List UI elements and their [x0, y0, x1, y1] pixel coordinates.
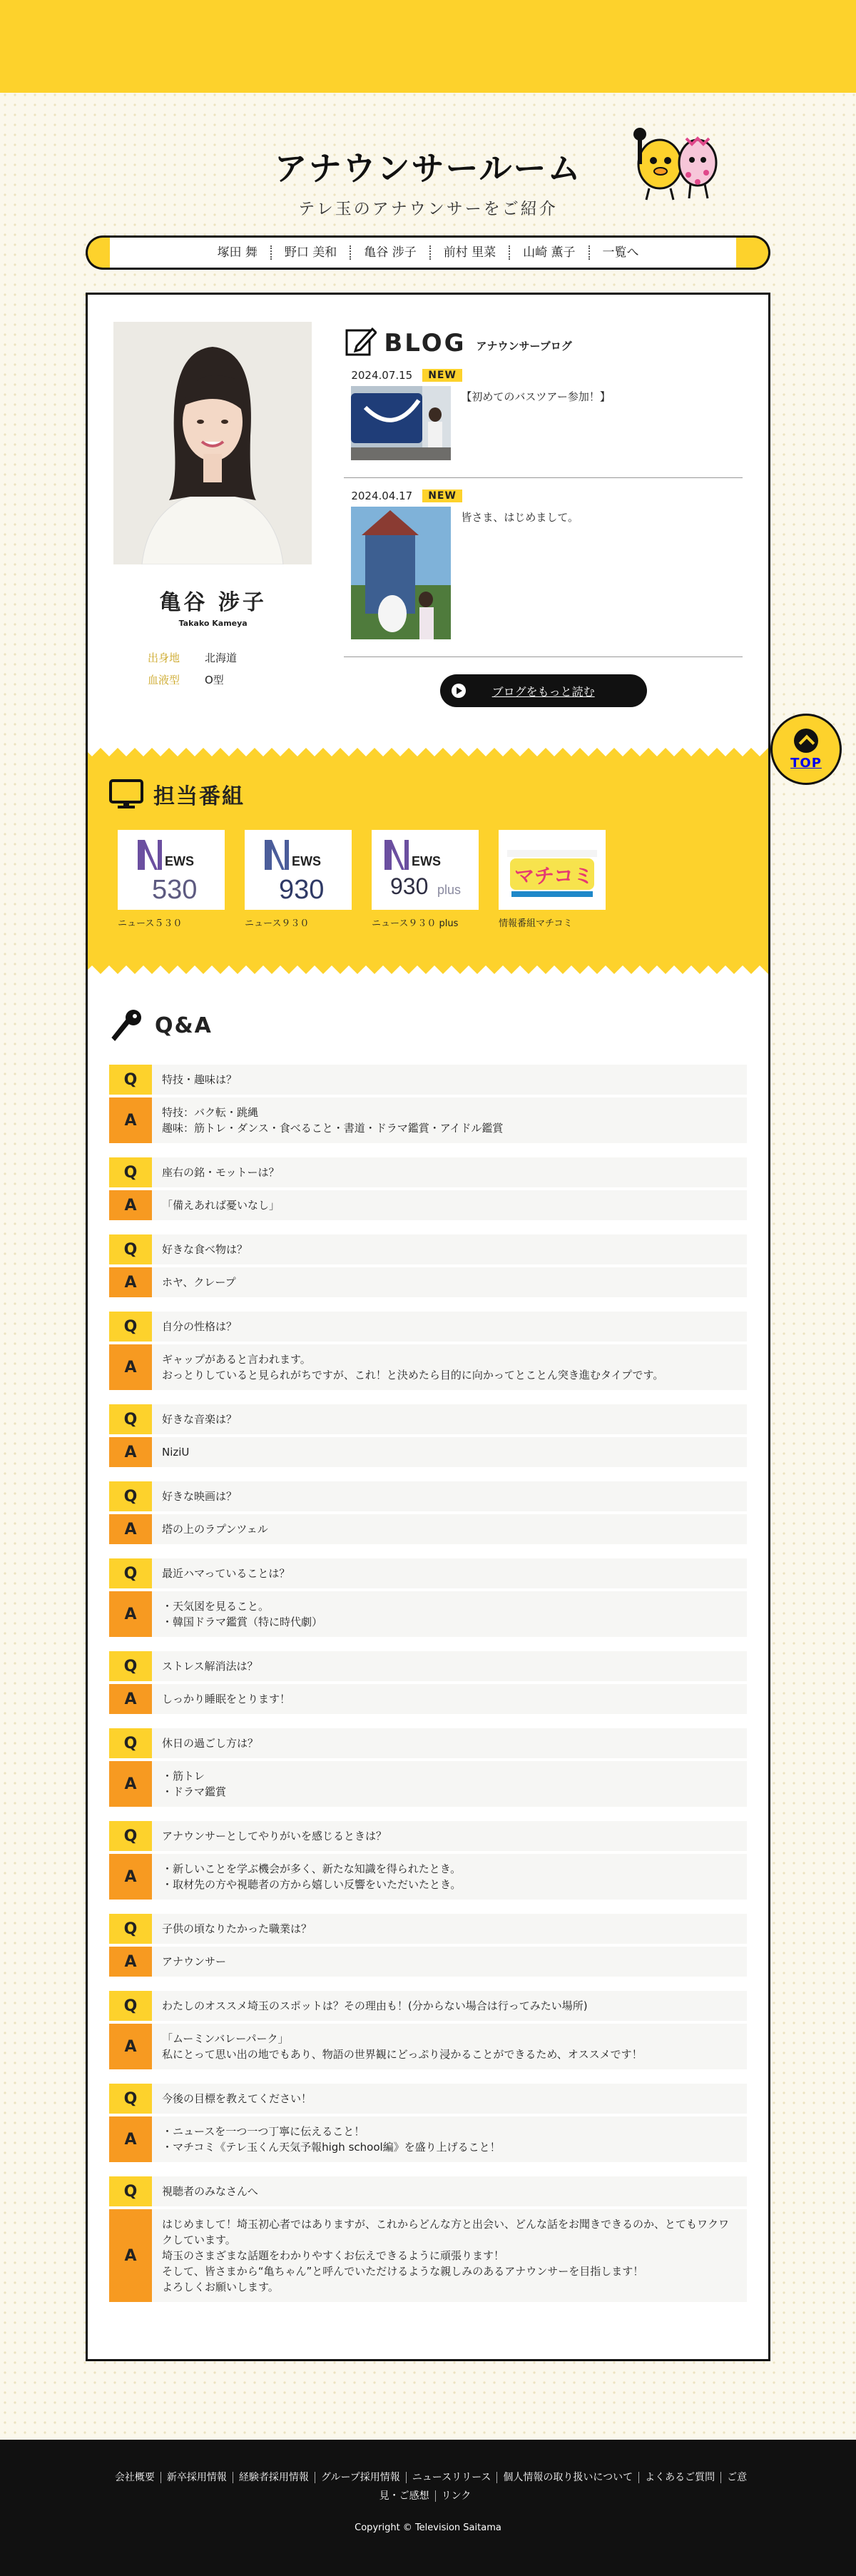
- svg-text:plus: plus: [437, 883, 462, 897]
- answer-text: はじめまして！埼玉初心者ではありますが、これからどんな方と出会い、どんな話をお聞きできるのか、とてもワクワクしています。 埼玉のさまざまな話題をわかりやすくお伝えできるように頑張ります！ そして、皆さまから“亀ちゃん”と呼んでいただけるような親しみのあるアナウンサーを目指します！ よろしくお願いします。: [162, 2218, 730, 2293]
- answer-row: [109, 1854, 747, 1900]
- mascot-illustration: [628, 121, 724, 203]
- answer-badge: A: [109, 1684, 152, 1714]
- question-badge: Q: [109, 1312, 152, 1342]
- answer-row: [109, 2209, 747, 2302]
- question-row: [109, 2084, 747, 2114]
- nav-item-noguchi[interactable]: 野口 美和: [270, 245, 350, 260]
- answer-row: [109, 1190, 747, 1220]
- answer-text: 特技：バク転・跳縄 趣味：筋トレ・ダンス・食べること・書道・ドラマ鑑賞・アイドル鑑賞: [162, 1106, 504, 1135]
- answer-text: ・筋トレ ・ドラマ鑑賞: [162, 1770, 227, 1798]
- answer-row: [109, 1437, 747, 1467]
- nav-item-maemura[interactable]: 前村 里菜: [429, 245, 509, 260]
- question-text: 好きな映画は？: [162, 1490, 238, 1503]
- news930-logo[interactable]: [245, 830, 352, 910]
- question-badge: Q: [109, 1651, 152, 1681]
- program-item[interactable]: [372, 830, 479, 929]
- blog-header: [344, 322, 743, 358]
- site-footer: [0, 2440, 856, 2576]
- answer-text: ホヤ、クレープ: [162, 1276, 236, 1289]
- main-content: [86, 293, 770, 2361]
- program-item[interactable]: [118, 830, 225, 929]
- announcer-nav: [110, 235, 746, 270]
- answer-row: [109, 1947, 747, 1977]
- copyright: Copyright © Television Saitama: [355, 2522, 501, 2533]
- question-row: [109, 1914, 747, 1944]
- question-row: [109, 1481, 747, 1511]
- footer-link[interactable]: ニュースリリース: [407, 2472, 498, 2483]
- question-badge: Q: [109, 1991, 152, 2021]
- qa-item: [109, 1991, 747, 2069]
- answer-row: [109, 1344, 747, 1390]
- program-item[interactable]: [245, 830, 352, 929]
- microphone-icon: [109, 1008, 145, 1043]
- info-label: 出身地: [148, 651, 180, 664]
- info-value: O型: [205, 674, 224, 686]
- answer-badge: A: [109, 1591, 152, 1637]
- nav-item-kameya[interactable]: 亀谷 涉子: [350, 245, 429, 260]
- qa-header: [109, 1008, 747, 1043]
- answer-text: 「備えあれば憂いなし」: [162, 1199, 280, 1212]
- programs-title: 担当番組: [153, 784, 245, 809]
- new-badge: NEW: [422, 490, 462, 502]
- question-badge: Q: [109, 2176, 152, 2206]
- announcer-name-en: Takako Kameya: [178, 619, 248, 628]
- chevron-up-icon: [794, 729, 818, 753]
- qa-item: [109, 1558, 747, 1637]
- program-list: [109, 830, 747, 929]
- svg-text:930: 930: [390, 873, 429, 899]
- blog-subtitle: アナウンサーブログ: [476, 340, 572, 353]
- svg-text:マチコミ: マチコミ: [514, 864, 593, 888]
- answer-badge: A: [109, 1190, 152, 1220]
- question-text: 今後の目標を教えてください！: [162, 2092, 312, 2105]
- news530-logo[interactable]: [118, 830, 225, 910]
- question-row: [109, 1157, 747, 1187]
- question-text: わたしのオススメ埼玉のスポットは？その理由も！(分からない場合は行ってみたい場所): [162, 1999, 588, 2012]
- question-badge: Q: [109, 2084, 152, 2114]
- svg-text:EWS: EWS: [412, 854, 442, 868]
- qa-title: Q&A: [155, 1013, 213, 1038]
- entry-date: [351, 490, 457, 502]
- question-row: [109, 1065, 747, 1095]
- page-header: [0, 93, 856, 235]
- qa-item: [109, 1651, 747, 1714]
- entry-title[interactable]: 【初めてのバスツアー参加！】: [461, 390, 611, 403]
- nav-item-list[interactable]: 一覧へ: [588, 245, 652, 260]
- info-row-birthplace: [113, 646, 312, 669]
- svg-text:EWS: EWS: [292, 854, 322, 868]
- profile-section: [88, 295, 768, 743]
- answer-badge: A: [109, 1514, 152, 1544]
- footer-link[interactable]: ご意見・ご感想: [379, 2472, 748, 2502]
- qa-item: [109, 1481, 747, 1544]
- arrow-right-icon: [452, 684, 466, 698]
- question-text: 特技・趣味は？: [162, 1073, 238, 1086]
- footer-link[interactable]: 個人情報の取り扱いについて: [497, 2472, 639, 2483]
- answer-badge: A: [109, 1947, 152, 1977]
- pencil-icon: [344, 325, 377, 358]
- answer-row: [109, 1761, 747, 1807]
- answer-badge: A: [109, 1761, 152, 1807]
- pencil-nav: [86, 235, 770, 271]
- page-subtitle: テレ玉のアナウンサーをご紹介: [298, 200, 558, 218]
- page-title: アナウンサールーム: [274, 149, 582, 188]
- answer-text: アナウンサー: [162, 1955, 227, 1968]
- answer-badge: A: [109, 1437, 152, 1467]
- back-to-top-button[interactable]: [770, 714, 842, 785]
- question-row: [109, 1821, 747, 1851]
- zigzag-divider: [88, 965, 768, 980]
- question-text: 自分の性格は？: [162, 1320, 238, 1333]
- answer-badge: A: [109, 2209, 152, 2302]
- svg-text:930: 930: [279, 875, 325, 905]
- answer-badge: A: [109, 1344, 152, 1390]
- answer-text: ギャップがあると言われます。 おっとりしていると見られがちですが、これ！と決めたら目的に向かってとことん突き進むタイプです。: [162, 1353, 664, 1381]
- top-label: TOP: [790, 755, 822, 771]
- news930plus-logo[interactable]: [372, 830, 479, 910]
- answer-row: [109, 1514, 747, 1544]
- info-value: 北海道: [205, 651, 238, 664]
- blog-entry[interactable]: [344, 478, 743, 657]
- entry-thumbnail[interactable]: [351, 386, 451, 463]
- program-item[interactable]: [499, 830, 606, 929]
- svg-text:530: 530: [152, 875, 198, 905]
- program-name: ニュース５３０: [118, 918, 183, 929]
- question-badge: Q: [109, 1065, 152, 1095]
- footer-link[interactable]: 会社概要: [109, 2472, 161, 2483]
- question-text: 好きな音楽は？: [162, 1413, 238, 1426]
- answer-text: 「ムーミンバレーパーク」 私にとって思い出の地でもあり、物語の世界観にどっぷり浸かることができるため、オススメです！: [162, 2032, 643, 2061]
- question-text: 休日の過ごし方は？: [162, 1737, 259, 1750]
- footer-link[interactable]: リンク: [441, 2490, 472, 2502]
- question-text: 子供の頃なりたかった職業は？: [162, 1922, 312, 1935]
- entry-date: [351, 369, 457, 382]
- answer-row: [109, 1684, 747, 1714]
- question-badge: Q: [109, 1404, 152, 1434]
- entry-thumbnail[interactable]: [351, 507, 451, 642]
- question-text: 視聴者のみなさんへ: [162, 2185, 258, 2198]
- question-text: 座右の銘・モットーは？: [162, 1166, 280, 1179]
- info-row-blood-type: [113, 669, 312, 691]
- blog-title: BLOG: [384, 329, 467, 358]
- answer-row: [109, 2024, 747, 2069]
- answer-badge: A: [109, 2024, 152, 2069]
- question-badge: Q: [109, 1234, 152, 1264]
- footer-link[interactable]: グループ採用情報: [315, 2472, 407, 2483]
- question-text: 最近ハマっていることは？: [162, 1567, 290, 1580]
- profile-card: [113, 322, 312, 707]
- question-text: アナウンサーとしてやりがいを感じるときは？: [162, 1830, 387, 1842]
- answer-text: NiziU: [162, 1446, 190, 1459]
- qa-section: [88, 979, 768, 2359]
- footer-link[interactable]: よくあるご質問: [639, 2472, 721, 2483]
- answer-text: ・新しいことを学ぶ機会が多く、新たな知識を得られたとき。 ・取材先の方や視聴者の方から嬉しい反響をいただいたとき。: [162, 1862, 462, 1891]
- answer-row: [109, 2116, 747, 2162]
- question-badge: Q: [109, 1157, 152, 1187]
- qa-list: [109, 1065, 747, 2302]
- qa-item: [109, 1914, 747, 1977]
- question-row: [109, 1234, 747, 1264]
- question-badge: Q: [109, 1821, 152, 1851]
- pencil-tip-icon: [736, 235, 770, 270]
- question-badge: Q: [109, 1558, 152, 1588]
- program-name: ニュース９３０: [245, 918, 310, 929]
- qa-item: [109, 1728, 747, 1807]
- qa-item: [109, 1404, 747, 1467]
- answer-row: [109, 1267, 747, 1297]
- programs-header: [109, 779, 747, 810]
- question-badge: Q: [109, 1481, 152, 1511]
- qa-item: [109, 1821, 747, 1900]
- monitor-icon: [109, 779, 143, 809]
- qa-item: [109, 2176, 747, 2302]
- question-row: [109, 1651, 747, 1681]
- blog-more-label: ブログをもっと読む: [491, 684, 595, 699]
- info-label: 血液型: [148, 674, 180, 686]
- program-name: 情報番組マチコミ: [499, 918, 573, 929]
- answer-badge: A: [109, 1097, 152, 1143]
- qa-item: [109, 2084, 747, 2162]
- program-name: ニュース９３０ plus: [372, 918, 459, 929]
- answer-text: ・ニュースを一つ一つ丁寧に伝えること！ ・マチコミ《テレ玉くん天気予報high school編》を盛り上げること！: [162, 2125, 501, 2154]
- question-text: ストレス解消法は？: [162, 1660, 258, 1673]
- entry-date-text: 2024.04.17: [351, 490, 413, 502]
- announcer-name: 亀谷 涉子: [159, 590, 267, 615]
- footer-link[interactable]: 新卒採用情報: [161, 2472, 233, 2483]
- svg-text:EWS: EWS: [165, 854, 195, 868]
- blog-entry[interactable]: [344, 358, 743, 478]
- question-row: [109, 1728, 747, 1758]
- profile-info: [113, 646, 312, 691]
- answer-text: ・天気図を見ること。 ・韓国ドラマ鑑賞（特に時代劇）: [162, 1600, 323, 1628]
- answer-row: [109, 1591, 747, 1637]
- question-text: 好きな食べ物は？: [162, 1243, 248, 1256]
- entry-title[interactable]: 皆さま、はじめまして。: [461, 511, 579, 524]
- announcer-photo: [113, 322, 312, 564]
- answer-text: しっかり睡眠をとります！: [162, 1693, 291, 1705]
- question-row: [109, 1404, 747, 1434]
- question-badge: Q: [109, 1728, 152, 1758]
- answer-text: 塔の上のラプンツェル: [162, 1523, 268, 1536]
- nav-item-tsukada[interactable]: 塚田 舞: [217, 245, 258, 260]
- top-band: [0, 0, 856, 93]
- qa-item: [109, 1312, 747, 1390]
- blog-more-button[interactable]: [440, 674, 647, 707]
- question-row: [109, 1991, 747, 2021]
- machikomi-logo[interactable]: [499, 830, 606, 910]
- footer-links: [107, 2468, 749, 2505]
- answer-row: [109, 1097, 747, 1143]
- qa-item: [109, 1065, 747, 1143]
- answer-badge: A: [109, 1854, 152, 1900]
- question-row: [109, 1312, 747, 1342]
- qa-item: [109, 1157, 747, 1220]
- answer-badge: A: [109, 2116, 152, 2162]
- question-badge: Q: [109, 1914, 152, 1944]
- question-row: [109, 2176, 747, 2206]
- qa-item: [109, 1234, 747, 1297]
- footer-link[interactable]: 経験者採用情報: [233, 2472, 315, 2483]
- zigzag-divider: [88, 742, 768, 756]
- programs-section: [88, 743, 768, 979]
- new-badge: NEW: [422, 369, 462, 382]
- blog-panel: [344, 322, 743, 707]
- answer-badge: A: [109, 1267, 152, 1297]
- entry-date-text: 2024.07.15: [351, 369, 413, 382]
- nav-item-yamazaki[interactable]: 山崎 薫子: [509, 245, 588, 260]
- question-row: [109, 1558, 747, 1588]
